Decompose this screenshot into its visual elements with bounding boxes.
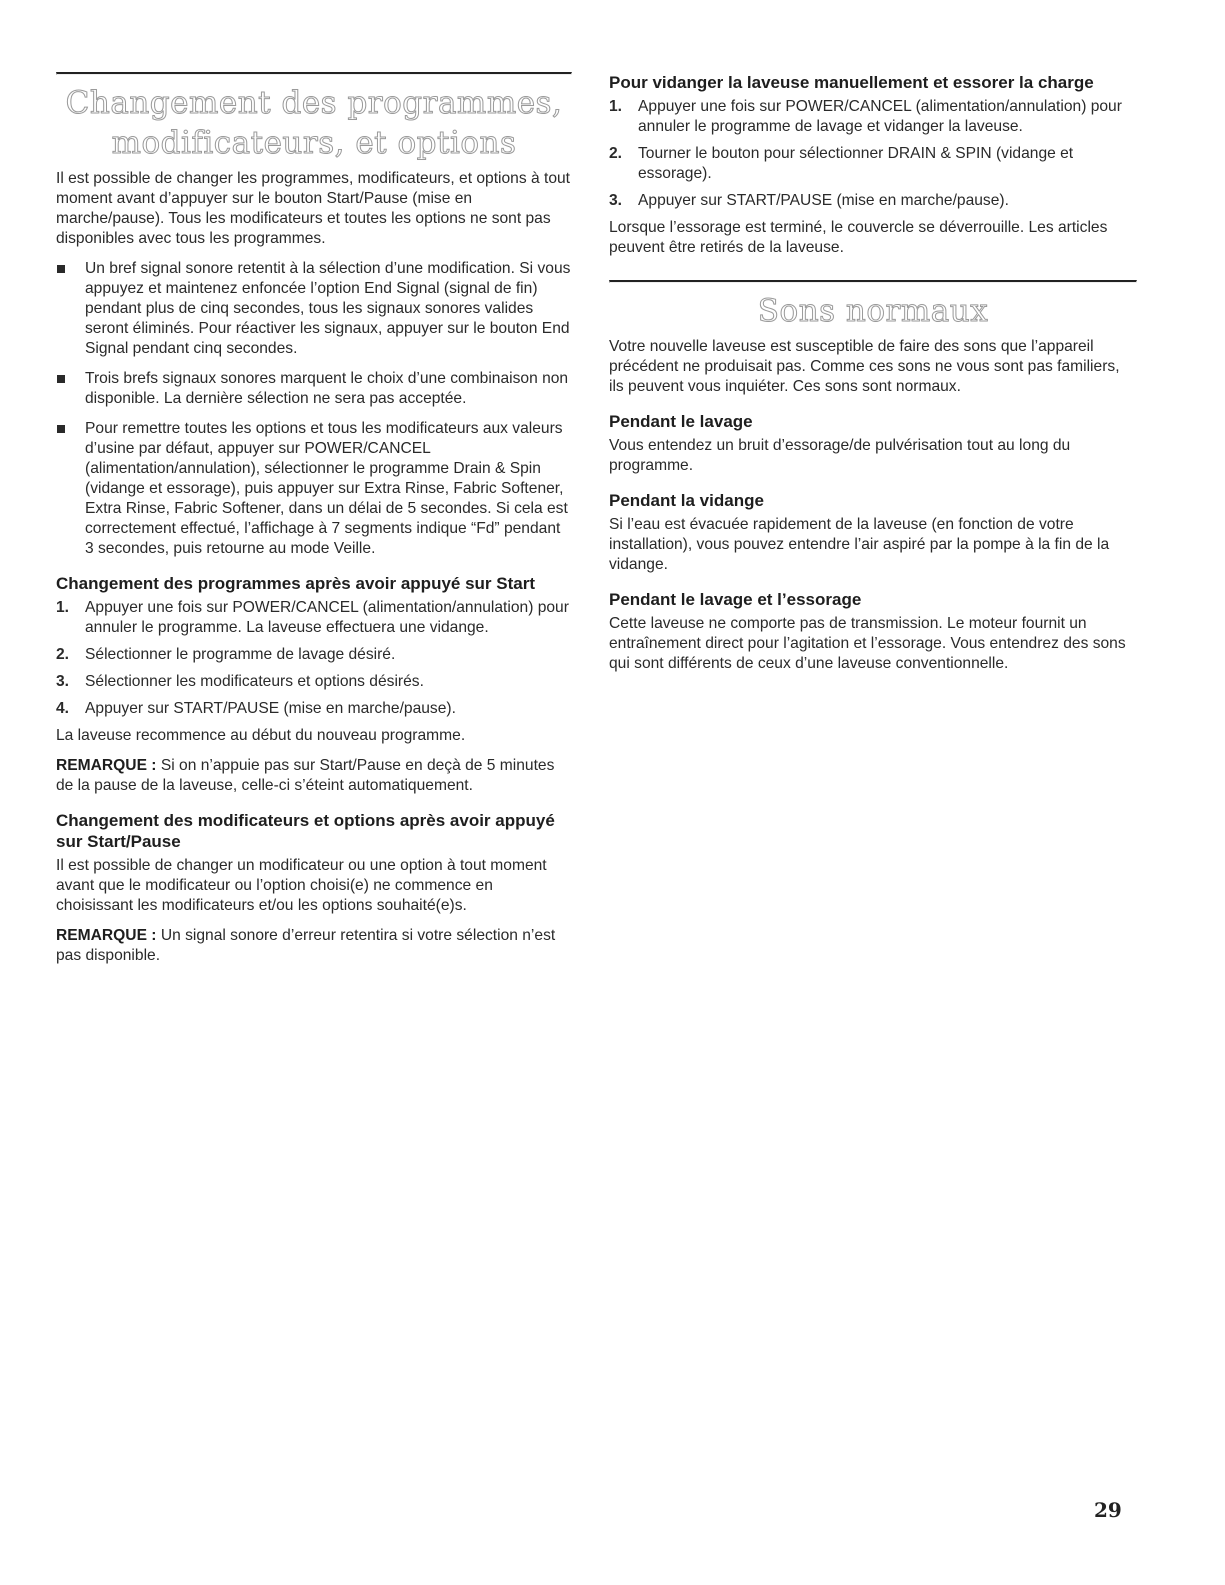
note-paragraph <box>56 756 572 796</box>
heading-modifiers-after-start: Changement des modificateurs et options après avoir appuyé sur Start/Pause <box>56 811 555 851</box>
step-item <box>609 144 1137 184</box>
step-item <box>56 672 572 692</box>
step-text: Appuyer une fois sur POWER/CANCEL (alimentation/annulation) pour annuler le programme. La laveuse effectuera une vidange. <box>85 599 569 636</box>
heading-pendant-lavage: Pendant le lavage <box>609 412 753 431</box>
step-text: Sélectionner le programme de lavage désiré. <box>85 646 396 663</box>
step-item <box>56 598 572 638</box>
note-paragraph <box>56 926 572 966</box>
pendant-lavage-essorage-text: Cette laveuse ne comporte pas de transmission. Le moteur fournit un entraînement direct pour l’agitation et l’essorage. Vous entendrez des sons qui sont différents de ceux d’une laveuse conventionnelle. <box>609 615 1126 672</box>
section-rule <box>609 280 1137 283</box>
heading-pendant-lavage-essorage: Pendant le lavage et l’essorage <box>609 590 862 609</box>
after-steps-text: Lorsque l’essorage est terminé, le couvercle se déverrouille. Les articles peuvent être retirés de la laveuse. <box>609 219 1108 256</box>
bullet-item <box>56 369 572 409</box>
note-text: Si on n’appuie pas sur Start/Pause en deçà de 5 minutes de la pause de la laveuse, celle-ci s’éteint automatiquement. <box>56 757 555 794</box>
step-text: Sélectionner les modificateurs et options désirés. <box>85 673 424 690</box>
modifiers-paragraph: Il est possible de changer un modificateur ou une option à tout moment avant que le modificateur ou l’option choisi(e) ne commence en choisissant les modificateurs et/ou les options souhaité(e)s. <box>56 857 547 914</box>
step-number: 2. <box>56 646 70 663</box>
step-item <box>609 191 1137 211</box>
pendant-vidange-text: Si l’eau est évacuée rapidement de la laveuse (en fonction de votre installation), vous pouvez entendre l’air aspiré par la pompe à la fin de la vidange. <box>609 516 1110 573</box>
section-title-sons: Sons normaux <box>757 293 989 329</box>
step-item <box>56 699 572 719</box>
title-line-2: modificateurs, et options <box>111 125 517 161</box>
bullet-item <box>56 259 572 359</box>
step-number: 1. <box>56 599 70 616</box>
step-number: 2. <box>609 145 623 162</box>
left-column <box>56 72 572 976</box>
note-label: REMARQUE : <box>56 757 157 774</box>
heading-manual-drain: Pour vidanger la laveuse manuellement et essorer la charge <box>609 73 1094 92</box>
right-column <box>609 72 1137 684</box>
step-number: 3. <box>609 192 623 209</box>
section-rule <box>56 72 572 75</box>
bullet-text: Un bref signal sonore retentit à la sélection d’une modification. Si vous appuyez et maintenez enfoncée l’option End Signal (signal de fin) pendant plus de cinq secondes, tous les signaux sonores valides seront éliminés. Pour réactiver les signaux, appuyer sur le bouton End Signal pendant cinq secondes. <box>85 260 571 357</box>
bullet-text: Pour remettre toutes les options et tous les modificateurs aux valeurs d’usine par défaut, appuyer sur POWER/CANCEL (alimentation/annulation), sélectionner le programme Drain & Spin (vidange et essorage), puis appuyer sur Extra Rinse, Fabric Softener, Extra Rinse, Fabric Softener, dans un délai de 5 secondes. Si cela est correctement effectué, l’affichage à 7 segments indique “Fd” pendant 3 secondes, puis retourne au mode Veille. <box>85 420 568 557</box>
step-text: Appuyer sur START/PAUSE (mise en marche/pause). <box>85 700 456 717</box>
section-title-changement <box>56 83 572 163</box>
intro-paragraph: Il est possible de changer les programmes, modificateurs, et options à tout moment avant d’appuyer sur le bouton Start/Pause (mise en marche/pause). Tous les modificateurs et toutes les options ne sont pas disponibles avec tous les programmes. <box>56 170 570 247</box>
title-line-1: Changement des programmes, <box>65 85 563 121</box>
step-number: 3. <box>56 673 70 690</box>
step-text: Tourner le bouton pour sélectionner DRAIN & SPIN (vidange et essorage). <box>638 145 1074 182</box>
step-text: Appuyer une fois sur POWER/CANCEL (alimentation/annulation) pour annuler le programme de lavage et vidanger la laveuse. <box>638 98 1122 135</box>
bullet-square-icon <box>57 375 65 383</box>
steps-list <box>56 598 572 719</box>
after-steps-text: La laveuse recommence au début du nouveau programme. <box>56 727 466 744</box>
step-number: 4. <box>56 700 70 717</box>
bullet-square-icon <box>57 265 65 273</box>
step-text: Appuyer sur START/PAUSE (mise en marche/pause). <box>638 192 1009 209</box>
step-item <box>609 97 1137 137</box>
pendant-lavage-text: Vous entendez un bruit d’essorage/de pulvérisation tout au long du programme. <box>609 437 1071 474</box>
bullet-text: Trois brefs signaux sonores marquent le choix d’une combinaison non disponible. La dernière sélection ne sera pas acceptée. <box>85 370 569 407</box>
steps-list <box>609 97 1137 211</box>
bullet-square-icon <box>57 425 65 433</box>
step-number: 1. <box>609 98 623 115</box>
note-label: REMARQUE : <box>56 927 157 944</box>
sons-intro-paragraph: Votre nouvelle laveuse est susceptible de faire des sons que l’appareil précédent ne produisait pas. Comme ces sons ne vous sont pas familiers, ils peuvent vous inquiéter. Ces sons sont normaux. <box>609 338 1120 395</box>
note-text: Un signal sonore d’erreur retentira si votre sélection n’est pas disponible. <box>56 927 556 964</box>
bullet-item <box>56 419 572 559</box>
bullet-list <box>56 259 572 559</box>
page-number: 29 <box>1094 1498 1122 1522</box>
step-item <box>56 645 572 665</box>
heading-pendant-vidange: Pendant la vidange <box>609 491 764 510</box>
heading-change-after-start: Changement des programmes après avoir appuyé sur Start <box>56 574 535 593</box>
